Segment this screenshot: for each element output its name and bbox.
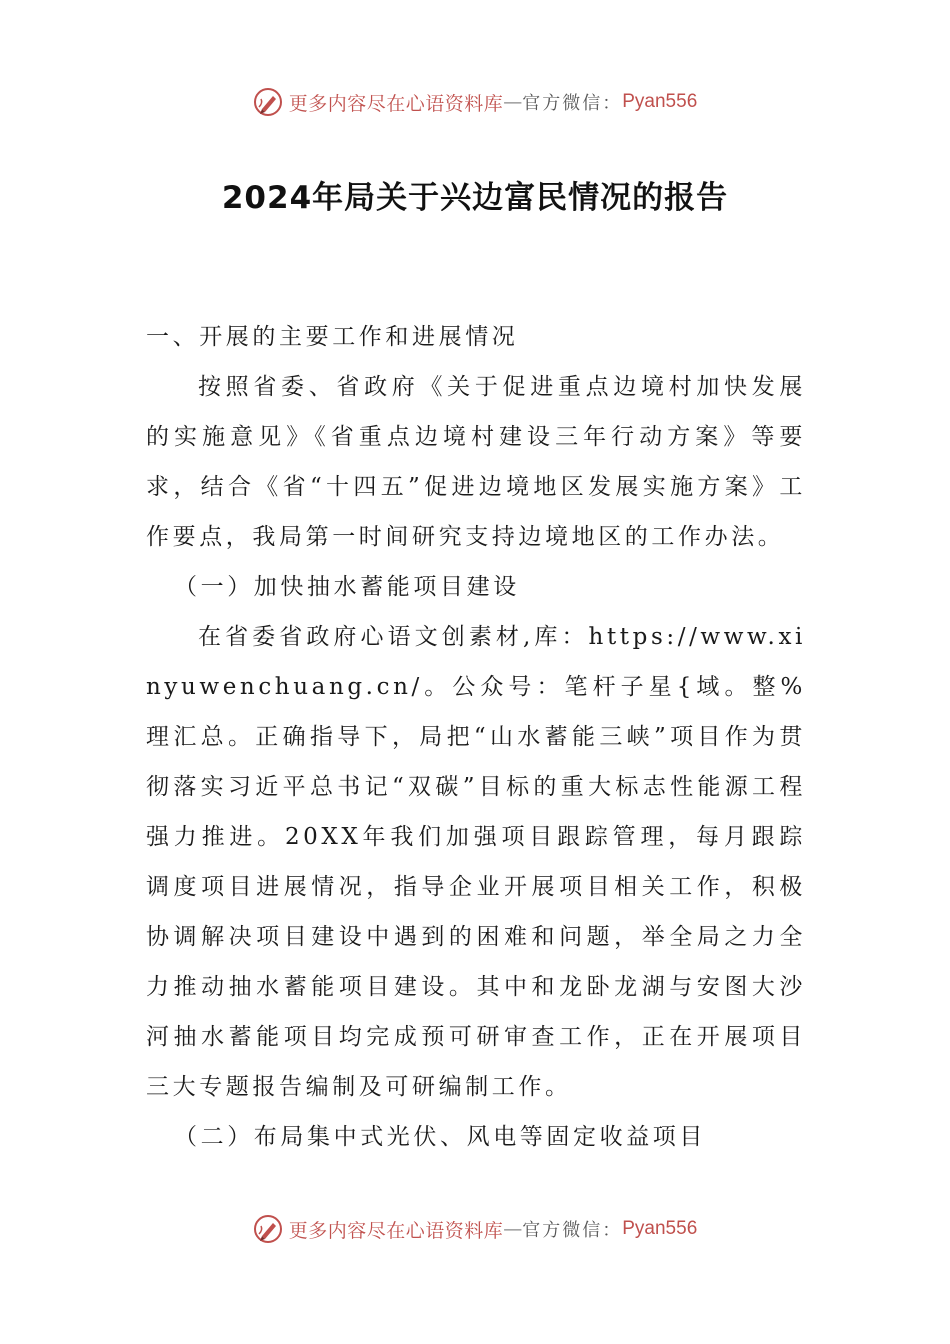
watermark-official-label: 官方微信： [522,1220,623,1241]
subsection-heading: （一）加快抽水蓄能项目建设 [174,574,520,600]
watermark-footer [0,1209,950,1249]
section-heading: 一、开展的主要工作和进展情况 [146,324,519,350]
body-paragraph: 按照省委、省政府《关于促进重点边境村加快发展的实施意见》《省重点边境村建设三年行动方案》等要求，结合《省“十四五”促进边境地区发展实施方案》工作要点，我局第一时间研究支持边境地区的工作办法。 [146,374,806,550]
subsection-heading: （二）布局集中式光伏、风电等固定收益项目 [174,1124,706,1150]
watermark-wechat-id: Pyan556 [622,1218,698,1239]
document-title: 2024年局关于兴边富民情况的报告 [221,180,729,216]
watermark-text: 更多内容尽在心语资料库 [288,1219,504,1242]
body-paragraph: 在省委省政府心语文创素材,库：https://www.xinyuwenchuang.cn/。公众号：笔杆子星{域。整%理汇总。正确指导下，局把“山水蓄能三峡”项目作为贯彻落实习近平总书记“双碳”目标的重大标志性能源工程强力推进。20XX年我们加强项目跟踪管理，每月跟踪调度项目进展情况，指导企业开展项目相关工作，积极协调解决项目建设中遇到的困难和问题，举全局之力全力推动抽水蓄能项目建设。其中和龙卧龙湖与安图大沙河抽水蓄能项目均完成预可研审查工作，正在开展项目三大专题报告编制及可研编制工作。 [146,624,806,1100]
pen-logo-icon [253,87,283,117]
watermark-header [0,82,950,122]
watermark-wechat-id: Pyan556 [622,91,698,112]
watermark-dash: — [503,1218,523,1240]
pen-logo-icon [253,1214,283,1244]
watermark-text: 更多内容尽在心语资料库 [288,92,504,115]
document-body [146,312,806,1162]
watermark-official-label: 官方微信： [522,93,623,114]
watermark-dash: — [503,91,523,113]
